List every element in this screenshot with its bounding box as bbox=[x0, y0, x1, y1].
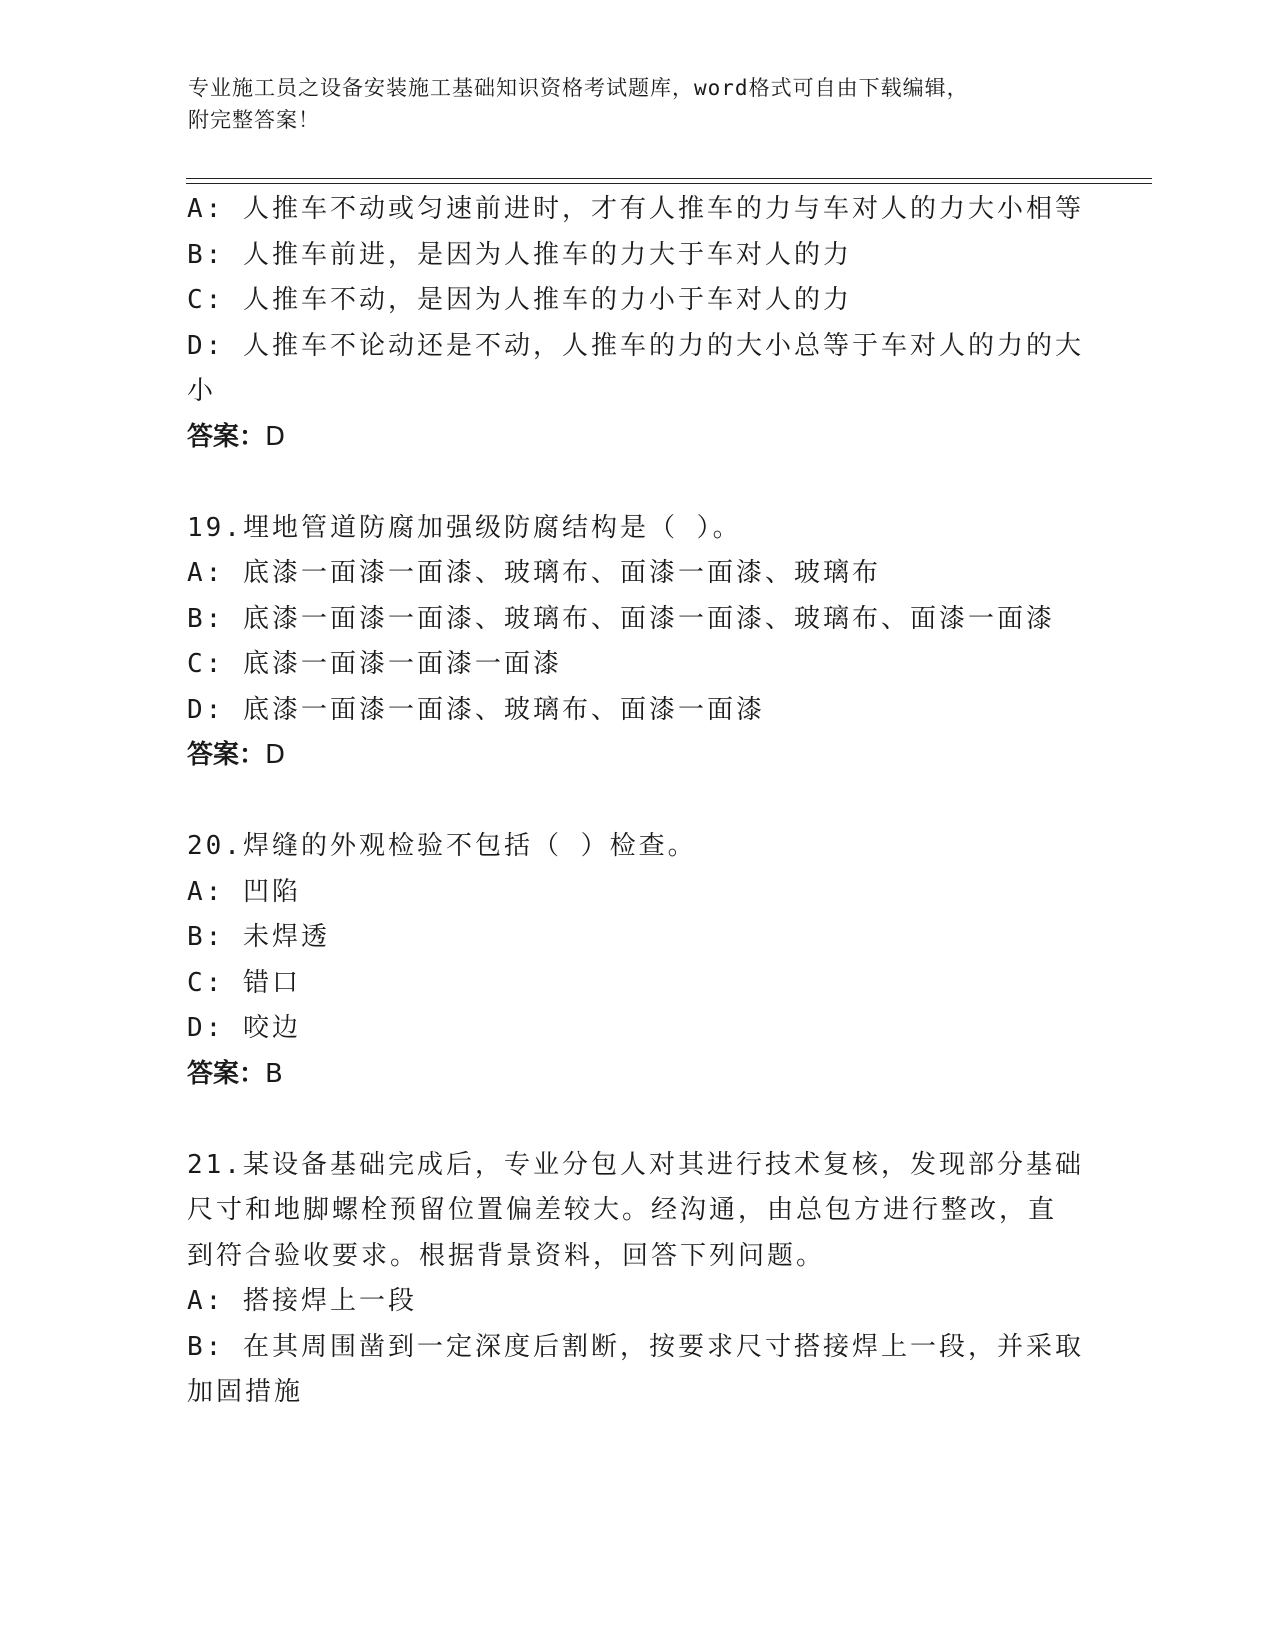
option-b: B: 人推车前进，是因为人推车的力大于车对人的力 bbox=[187, 239, 852, 270]
option-b: B: 底漆一面漆一面漆、玻璃布、面漆一面漆、玻璃布、面漆一面漆 bbox=[187, 603, 1055, 634]
question-list bbox=[187, 187, 1087, 1416]
answer-label: 答案： bbox=[187, 421, 266, 452]
option-a: A: 人推车不动或匀速前进时，才有人推车的力与车对人的力大小相等 bbox=[187, 194, 1084, 224]
question-20 bbox=[187, 824, 1087, 1097]
option-c: C: 底漆一面漆一面漆一面漆 bbox=[187, 649, 562, 679]
option-d-continued: 小 bbox=[187, 376, 217, 406]
option-a: A: 凹陷 bbox=[187, 876, 301, 907]
option-b-continued: 加固措施 bbox=[187, 1377, 304, 1407]
option-a: A: 搭接焊上一段 bbox=[187, 1286, 417, 1316]
option-a: A: 底漆一面漆一面漆、玻璃布、面漆一面漆、玻璃布 bbox=[187, 558, 881, 588]
option-c: C: 人推车不动，是因为人推车的力小于车对人的力 bbox=[187, 285, 852, 315]
question-19 bbox=[187, 506, 1087, 779]
spacer bbox=[187, 1097, 1087, 1143]
answer-label: 答案： bbox=[187, 740, 266, 770]
answer-line bbox=[187, 733, 1087, 779]
question-stem: 19.埋地管道防腐加强级防腐结构是（ ）。 bbox=[187, 512, 742, 543]
spacer bbox=[187, 460, 1087, 506]
answer-value: D bbox=[265, 421, 286, 452]
option-c: C: 错口 bbox=[187, 967, 301, 998]
question-stem: 20.焊缝的外观检验不包括（ ）检查。 bbox=[187, 831, 697, 861]
option-d: D: 底漆一面漆一面漆、玻璃布、面漆一面漆 bbox=[187, 694, 765, 725]
question-21 bbox=[187, 1143, 1087, 1416]
question-stem-continued: 到符合验收要求。根据背景资料，回答下列问题。 bbox=[187, 1240, 826, 1271]
header-divider-bottom bbox=[186, 183, 1152, 184]
spacer bbox=[187, 779, 1087, 825]
header-divider-top bbox=[186, 178, 1152, 179]
answer-line bbox=[187, 415, 1087, 461]
answer-value: D bbox=[265, 740, 286, 770]
answer-label: 答案： bbox=[187, 1058, 266, 1089]
answer-value: B bbox=[265, 1058, 283, 1089]
document-header bbox=[188, 72, 1088, 136]
question-stem: 21.某设备基础完成后，专业分包人对其进行技术复核，发现部分基础 bbox=[187, 1149, 1084, 1180]
answer-line bbox=[187, 1052, 1087, 1098]
option-b: B: 未焊透 bbox=[187, 922, 330, 952]
header-line-1: 专业施工员之设备安装施工基础知识资格考试题库，word格式可自由下载编辑， bbox=[188, 76, 969, 100]
option-d: D: 咬边 bbox=[187, 1013, 301, 1043]
header-line-2: 附完整答案！ bbox=[188, 108, 320, 132]
question-stem-continued: 尺寸和地脚螺栓预留位置偏差较大。经沟通，由总包方进行整改，直 bbox=[187, 1195, 1058, 1225]
option-b: B: 在其周围凿到一定深度后割断，按要求尺寸搭接焊上一段，并采取 bbox=[187, 1331, 1084, 1362]
option-d: D: 人推车不论动还是不动，人推车的力的大小总等于车对人的力的大 bbox=[187, 330, 1084, 361]
question-18 bbox=[187, 187, 1087, 460]
